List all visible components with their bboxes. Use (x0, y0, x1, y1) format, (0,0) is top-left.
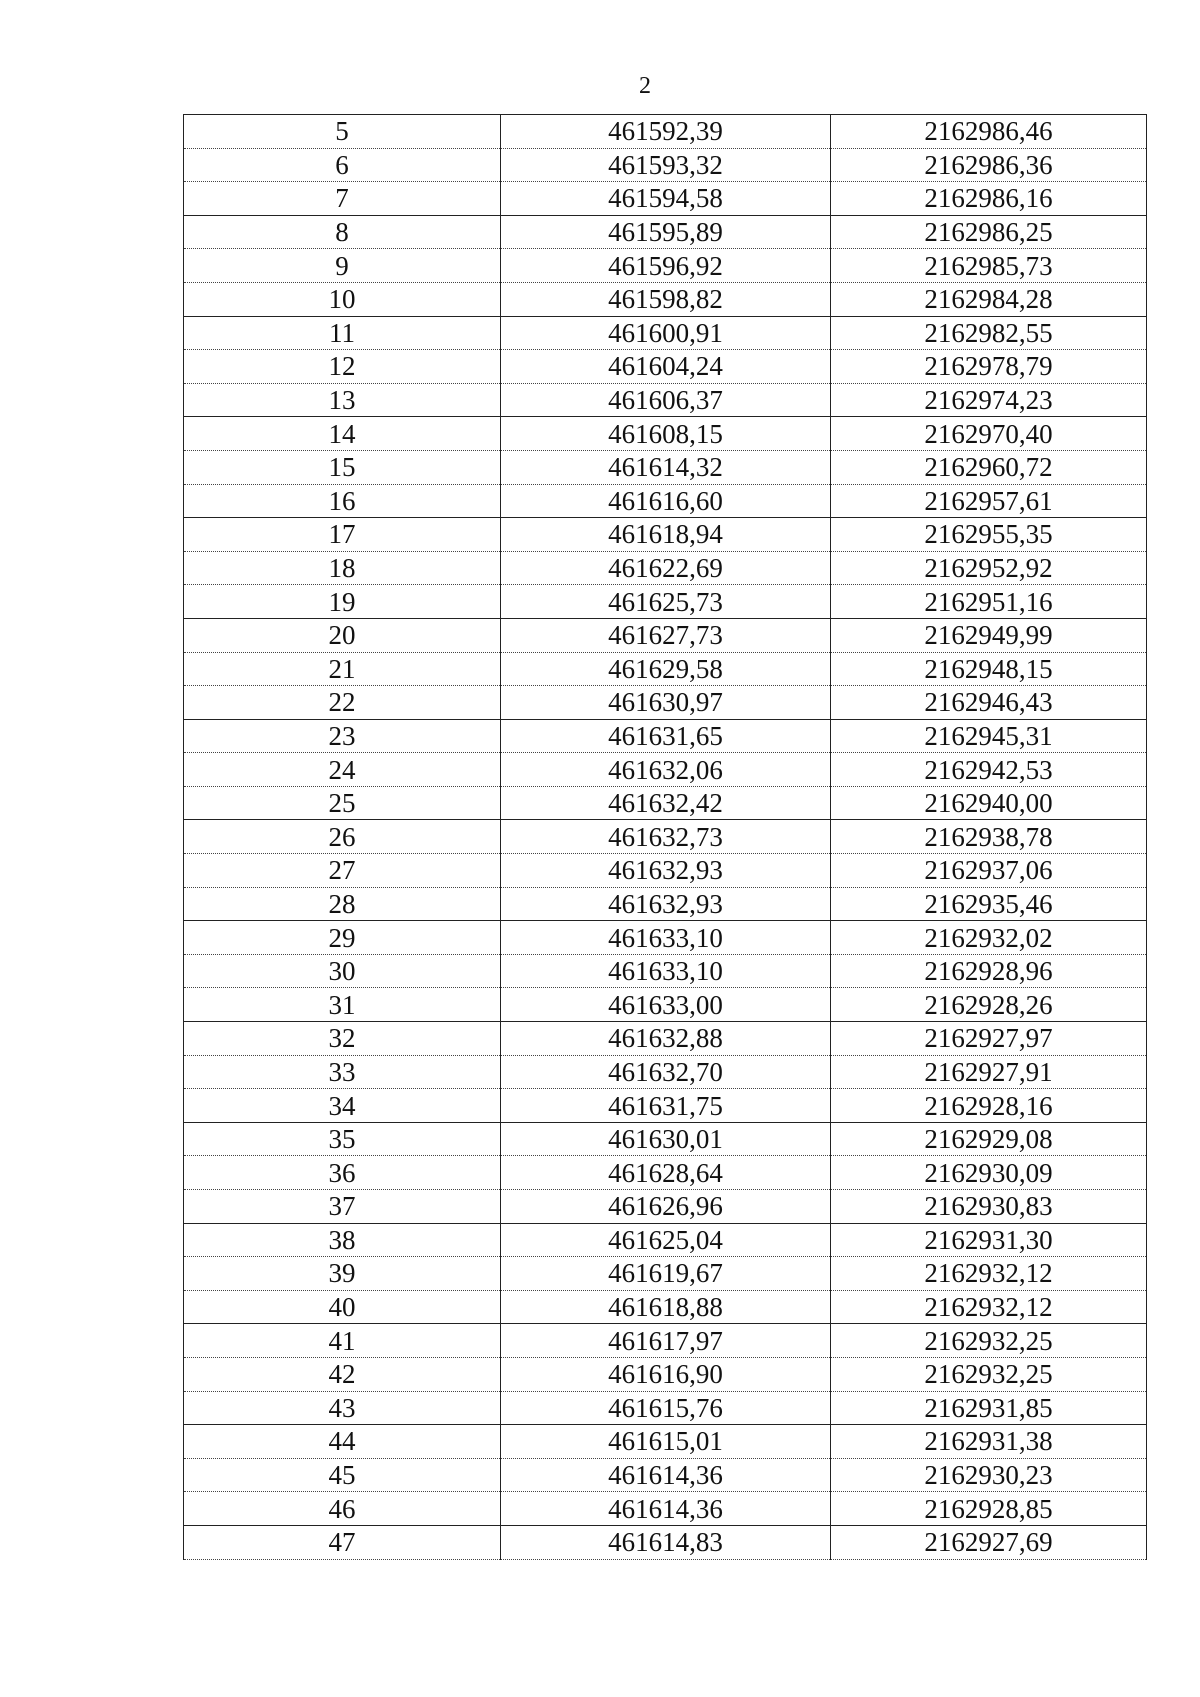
table-row (184, 182, 1147, 216)
y-coordinate-cell: 2162940,00 (831, 786, 1147, 820)
y-coordinate-cell: 2162932,25 (831, 1357, 1147, 1391)
table-row (184, 1492, 1147, 1526)
point-number-cell: 41 (184, 1324, 501, 1358)
y-coordinate-cell: 2162930,09 (831, 1156, 1147, 1190)
y-coordinate-cell: 2162978,79 (831, 350, 1147, 384)
y-coordinate-cell: 2162960,72 (831, 450, 1147, 484)
x-coordinate-cell: 461629,58 (501, 652, 831, 686)
point-number-cell: 36 (184, 1156, 501, 1190)
table-row (184, 148, 1147, 182)
y-coordinate-cell: 2162927,91 (831, 1055, 1147, 1089)
point-number-cell: 22 (184, 686, 501, 720)
table-row (184, 988, 1147, 1022)
y-coordinate-cell: 2162937,06 (831, 854, 1147, 888)
point-number-cell: 15 (184, 450, 501, 484)
table-row (184, 1122, 1147, 1156)
point-number-cell: 33 (184, 1055, 501, 1089)
point-number-cell: 26 (184, 820, 501, 854)
point-number-cell: 44 (184, 1425, 501, 1459)
table-row (184, 753, 1147, 787)
y-coordinate-cell: 2162928,85 (831, 1492, 1147, 1526)
y-coordinate-cell: 2162931,38 (831, 1425, 1147, 1459)
point-number-cell: 30 (184, 954, 501, 988)
point-number-cell: 23 (184, 719, 501, 753)
x-coordinate-cell: 461632,06 (501, 753, 831, 787)
table-row (184, 518, 1147, 552)
point-number-cell: 40 (184, 1290, 501, 1324)
point-number-cell: 20 (184, 618, 501, 652)
y-coordinate-cell: 2162982,55 (831, 316, 1147, 350)
table-row (184, 383, 1147, 417)
point-number-cell: 27 (184, 854, 501, 888)
y-coordinate-cell: 2162970,40 (831, 417, 1147, 451)
table-row (184, 450, 1147, 484)
table-row (184, 1055, 1147, 1089)
x-coordinate-cell: 461622,69 (501, 551, 831, 585)
y-coordinate-cell: 2162931,85 (831, 1391, 1147, 1425)
y-coordinate-cell: 2162949,99 (831, 618, 1147, 652)
y-coordinate-cell: 2162930,83 (831, 1190, 1147, 1224)
point-number-cell: 32 (184, 1022, 501, 1056)
y-coordinate-cell: 2162928,16 (831, 1089, 1147, 1123)
x-coordinate-cell: 461614,36 (501, 1458, 831, 1492)
x-coordinate-cell: 461616,90 (501, 1357, 831, 1391)
x-coordinate-cell: 461614,36 (501, 1492, 831, 1526)
y-coordinate-cell: 2162935,46 (831, 887, 1147, 921)
x-coordinate-cell: 461608,15 (501, 417, 831, 451)
y-coordinate-cell: 2162932,12 (831, 1290, 1147, 1324)
y-coordinate-cell: 2162986,46 (831, 115, 1147, 149)
x-coordinate-cell: 461593,32 (501, 148, 831, 182)
x-coordinate-cell: 461633,10 (501, 954, 831, 988)
x-coordinate-cell: 461632,93 (501, 887, 831, 921)
point-number-cell: 7 (184, 182, 501, 216)
point-number-cell: 31 (184, 988, 501, 1022)
point-number-cell: 12 (184, 350, 501, 384)
x-coordinate-cell: 461632,70 (501, 1055, 831, 1089)
x-coordinate-cell: 461627,73 (501, 618, 831, 652)
x-coordinate-cell: 461604,24 (501, 350, 831, 384)
x-coordinate-cell: 461633,00 (501, 988, 831, 1022)
x-coordinate-cell: 461594,58 (501, 182, 831, 216)
point-number-cell: 24 (184, 753, 501, 787)
x-coordinate-cell: 461618,88 (501, 1290, 831, 1324)
y-coordinate-cell: 2162928,26 (831, 988, 1147, 1022)
x-coordinate-cell: 461632,73 (501, 820, 831, 854)
x-coordinate-cell: 461618,94 (501, 518, 831, 552)
point-number-cell: 25 (184, 786, 501, 820)
point-number-cell: 29 (184, 921, 501, 955)
x-coordinate-cell: 461606,37 (501, 383, 831, 417)
y-coordinate-cell: 2162986,25 (831, 215, 1147, 249)
x-coordinate-cell: 461616,60 (501, 484, 831, 518)
table-row (184, 1458, 1147, 1492)
point-number-cell: 9 (184, 249, 501, 283)
x-coordinate-cell: 461615,01 (501, 1425, 831, 1459)
y-coordinate-cell: 2162957,61 (831, 484, 1147, 518)
y-coordinate-cell: 2162930,23 (831, 1458, 1147, 1492)
point-number-cell: 43 (184, 1391, 501, 1425)
x-coordinate-cell: 461598,82 (501, 282, 831, 316)
table-row (184, 887, 1147, 921)
y-coordinate-cell: 2162984,28 (831, 282, 1147, 316)
point-number-cell: 5 (184, 115, 501, 149)
table-row (184, 215, 1147, 249)
point-number-cell: 46 (184, 1492, 501, 1526)
table-row (184, 820, 1147, 854)
point-number-cell: 21 (184, 652, 501, 686)
table-row (184, 686, 1147, 720)
point-number-cell: 34 (184, 1089, 501, 1123)
table-row (184, 1156, 1147, 1190)
table-row (184, 652, 1147, 686)
table-row (184, 1391, 1147, 1425)
y-coordinate-cell: 2162932,02 (831, 921, 1147, 955)
point-number-cell: 37 (184, 1190, 501, 1224)
y-coordinate-cell: 2162946,43 (831, 686, 1147, 720)
x-coordinate-cell: 461625,73 (501, 585, 831, 619)
table-row (184, 854, 1147, 888)
table-row (184, 1022, 1147, 1056)
point-number-cell: 45 (184, 1458, 501, 1492)
point-number-cell: 11 (184, 316, 501, 350)
x-coordinate-cell: 461630,01 (501, 1122, 831, 1156)
table-row (184, 1525, 1147, 1559)
y-coordinate-cell: 2162948,15 (831, 652, 1147, 686)
y-coordinate-cell: 2162985,73 (831, 249, 1147, 283)
x-coordinate-cell: 461615,76 (501, 1391, 831, 1425)
table-row (184, 115, 1147, 149)
x-coordinate-cell: 461625,04 (501, 1223, 831, 1257)
y-coordinate-cell: 2162938,78 (831, 820, 1147, 854)
x-coordinate-cell: 461632,42 (501, 786, 831, 820)
y-coordinate-cell: 2162928,96 (831, 954, 1147, 988)
table-row (184, 921, 1147, 955)
y-coordinate-cell: 2162932,12 (831, 1257, 1147, 1291)
point-number-cell: 17 (184, 518, 501, 552)
point-number-cell: 42 (184, 1357, 501, 1391)
table-row (184, 618, 1147, 652)
table-row (184, 1089, 1147, 1123)
table-row (184, 350, 1147, 384)
y-coordinate-cell: 2162927,69 (831, 1525, 1147, 1559)
y-coordinate-cell: 2162929,08 (831, 1122, 1147, 1156)
table-row (184, 417, 1147, 451)
table-row (184, 249, 1147, 283)
x-coordinate-cell: 461592,39 (501, 115, 831, 149)
table-row (184, 551, 1147, 585)
point-number-cell: 38 (184, 1223, 501, 1257)
y-coordinate-cell: 2162986,36 (831, 148, 1147, 182)
point-number-cell: 19 (184, 585, 501, 619)
table-row (184, 1324, 1147, 1358)
table-row (184, 1223, 1147, 1257)
table-row (184, 1425, 1147, 1459)
table-row (184, 484, 1147, 518)
y-coordinate-cell: 2162955,35 (831, 518, 1147, 552)
x-coordinate-cell: 461626,96 (501, 1190, 831, 1224)
point-number-cell: 8 (184, 215, 501, 249)
point-number-cell: 28 (184, 887, 501, 921)
y-coordinate-cell: 2162931,30 (831, 1223, 1147, 1257)
x-coordinate-cell: 461614,32 (501, 450, 831, 484)
x-coordinate-cell: 461630,97 (501, 686, 831, 720)
x-coordinate-cell: 461631,75 (501, 1089, 831, 1123)
point-number-cell: 47 (184, 1525, 501, 1559)
x-coordinate-cell: 461631,65 (501, 719, 831, 753)
y-coordinate-cell: 2162942,53 (831, 753, 1147, 787)
page-number: 2 (639, 73, 651, 99)
point-number-cell: 10 (184, 282, 501, 316)
table-row (184, 1290, 1147, 1324)
x-coordinate-cell: 461633,10 (501, 921, 831, 955)
table-row (184, 585, 1147, 619)
x-coordinate-cell: 461632,88 (501, 1022, 831, 1056)
point-number-cell: 13 (184, 383, 501, 417)
table-row (184, 1257, 1147, 1291)
y-coordinate-cell: 2162986,16 (831, 182, 1147, 216)
x-coordinate-cell: 461614,83 (501, 1525, 831, 1559)
point-number-cell: 14 (184, 417, 501, 451)
x-coordinate-cell: 461596,92 (501, 249, 831, 283)
y-coordinate-cell: 2162951,16 (831, 585, 1147, 619)
coordinates-table (183, 114, 1147, 1560)
table-row (184, 954, 1147, 988)
x-coordinate-cell: 461632,93 (501, 854, 831, 888)
y-coordinate-cell: 2162927,97 (831, 1022, 1147, 1056)
table-row (184, 719, 1147, 753)
y-coordinate-cell: 2162932,25 (831, 1324, 1147, 1358)
table-row (184, 1357, 1147, 1391)
point-number-cell: 18 (184, 551, 501, 585)
x-coordinate-cell: 461619,67 (501, 1257, 831, 1291)
coordinates-table-body (184, 115, 1147, 1560)
x-coordinate-cell: 461600,91 (501, 316, 831, 350)
point-number-cell: 39 (184, 1257, 501, 1291)
y-coordinate-cell: 2162945,31 (831, 719, 1147, 753)
table-row (184, 786, 1147, 820)
y-coordinate-cell: 2162974,23 (831, 383, 1147, 417)
point-number-cell: 6 (184, 148, 501, 182)
y-coordinate-cell: 2162952,92 (831, 551, 1147, 585)
x-coordinate-cell: 461595,89 (501, 215, 831, 249)
point-number-cell: 35 (184, 1122, 501, 1156)
point-number-cell: 16 (184, 484, 501, 518)
table-row (184, 282, 1147, 316)
x-coordinate-cell: 461628,64 (501, 1156, 831, 1190)
table-row (184, 316, 1147, 350)
x-coordinate-cell: 461617,97 (501, 1324, 831, 1358)
table-row (184, 1190, 1147, 1224)
